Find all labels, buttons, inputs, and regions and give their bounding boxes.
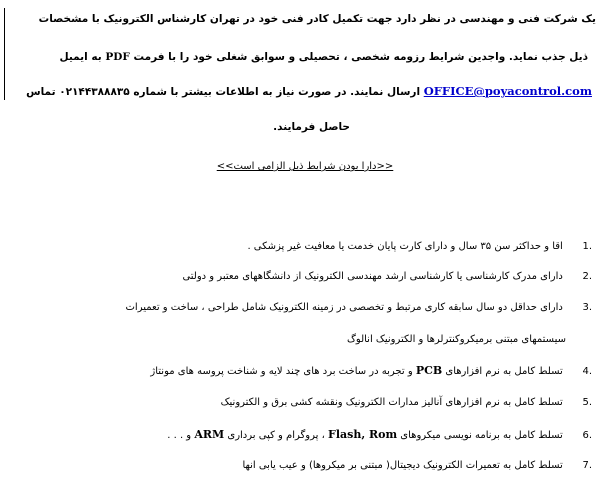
- item-text: اقا و حداکثر سن ۳۵ سال و دارای کارت پایان خدمت یا معافیت غیر پزشکی .: [247, 241, 563, 252]
- intro-line-1-text: یک شرکت فنی و مهندسی در نظر دارد جهت تکمیل کادر فنی خود در تهران کارشناس الکترونیک با مشخصات: [38, 13, 596, 25]
- pcb-label: PCB: [415, 364, 443, 377]
- item-number: .2: [582, 271, 592, 282]
- item-text: دارای حداقل دو سال سابقه کاری مرتبط و تخصصی در زمینه الکترونیک شامل طراحی ، ساخت و تعمیرات: [125, 302, 563, 313]
- requirement-item-7: [242, 459, 592, 473]
- intro-line-3: [26, 84, 592, 99]
- text-cursor-bar: [4, 8, 5, 100]
- arm-label: ARM: [194, 428, 225, 441]
- item-number: .5: [582, 397, 592, 408]
- item-text-b: ، پروگرام و کپی برداری: [227, 430, 325, 441]
- item-number: .4: [582, 366, 592, 377]
- intro-line-3-text: ارسال نمایند. در صورت نیاز به اطلاعات بیشتر با شماره ۰۲۱۴۴۳۸۸۸۳۵ تماس: [26, 86, 421, 98]
- requirement-item-5: [221, 396, 592, 410]
- item-text-a: تسلط کامل به برنامه نویسی میکروهای: [400, 430, 563, 441]
- requirement-item-3-continuation: [347, 333, 566, 347]
- requirement-item-2: [182, 270, 592, 284]
- flash-rom-label: Flash, Rom: [328, 428, 398, 441]
- item-text-a: تسلط کامل به نرم افزارهای: [445, 366, 563, 377]
- requirement-item-6: [167, 428, 592, 443]
- intro-line-2-text-a: ذیل جذب نماید. واجدین شرایط رزومه شخصی ، تحصیلی و سوابق شغلی خود را با فرمت: [133, 51, 588, 63]
- item-text: تسلط کامل به تعمیرات الکترونیک دیجیتال( مبتنی بر میکروها) و عیب یابی انها: [242, 460, 563, 471]
- intro-line-4: [273, 120, 350, 134]
- item-text-c: و . . .: [167, 430, 192, 441]
- item-text-continuation: سیستمهای مبتنی برمیکروکنترلرها و الکترونیک انالوگ: [346, 334, 566, 345]
- item-text-b: و تجربه در ساخت برد های چند لایه و شناخت پروسه های مونتاژ: [150, 366, 413, 377]
- pdf-format-label: PDF: [105, 51, 130, 63]
- requirements-heading-text: <<دارا بودن شرایط ذیل الزامی است>>: [216, 161, 394, 172]
- requirement-item-4: [150, 364, 592, 379]
- intro-line-1: [39, 12, 596, 26]
- requirement-item-3: [126, 301, 593, 315]
- intro-line-4-text: حاصل فرمایند.: [273, 121, 350, 133]
- email-link[interactable]: OFFICE@poyacontrol.com: [423, 84, 592, 98]
- item-number: .1: [582, 241, 592, 252]
- intro-line-2: [59, 50, 588, 64]
- requirements-heading: [0, 160, 610, 174]
- item-number: .3: [582, 302, 592, 313]
- requirement-item-1: [247, 240, 592, 254]
- item-text: تسلط کامل به نرم افزارهای آنالیز مدارات الکترونیک ونقشه کشی برق و الکترونیک: [220, 397, 563, 408]
- item-number: .6: [582, 430, 592, 441]
- item-text: دارای مدرک کارشناسی یا کارشناسی ارشد مهندسی الکترونیک از دانشگاههای معتبر و دولتی: [182, 271, 563, 282]
- intro-line-2-text-b: به ایمیل: [59, 51, 102, 63]
- item-number: .7: [582, 460, 592, 471]
